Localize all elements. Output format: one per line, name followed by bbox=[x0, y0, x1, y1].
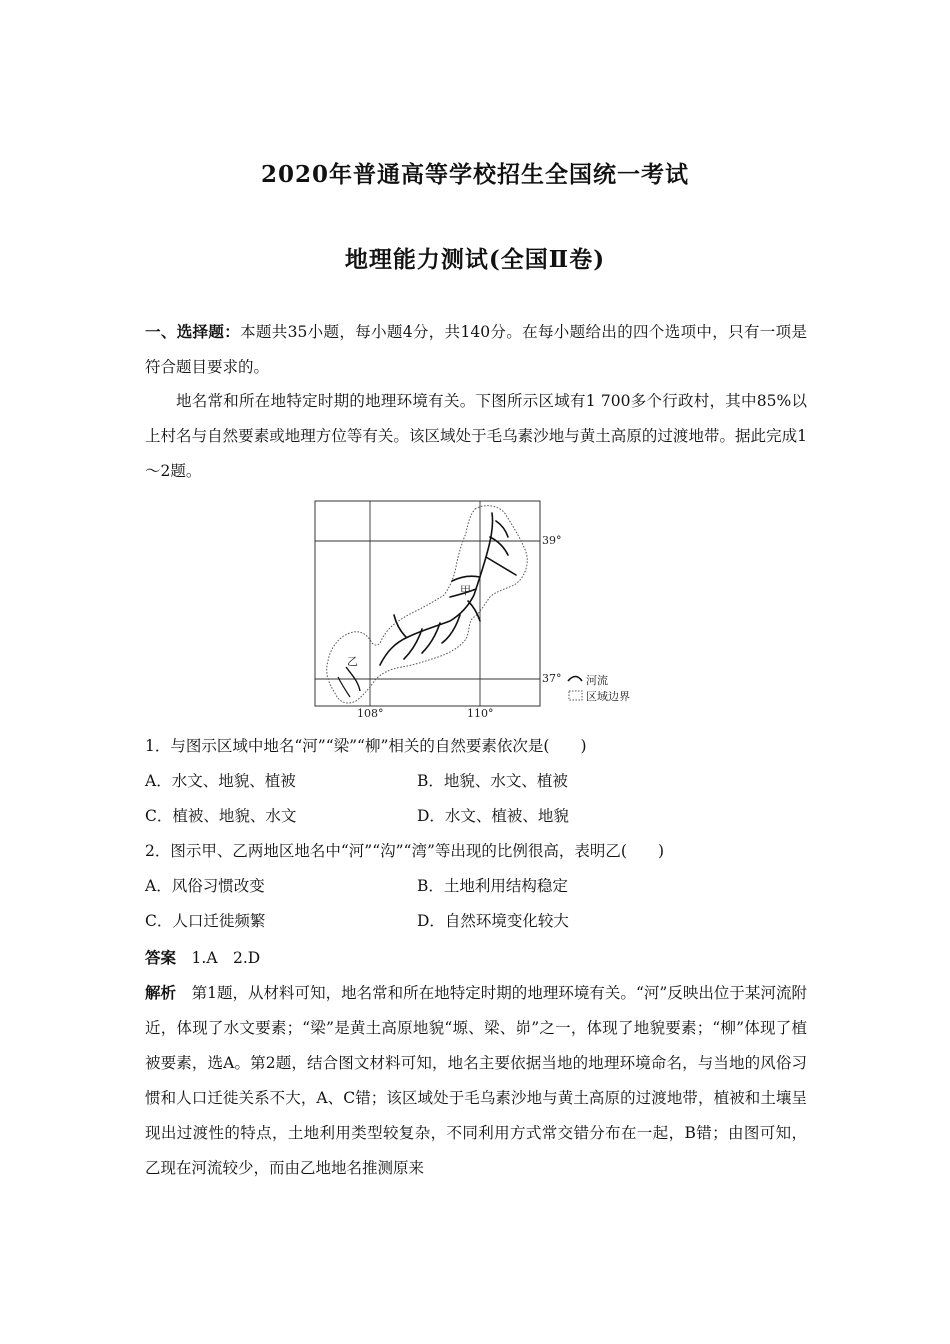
region-map bbox=[310, 497, 650, 723]
section-instruction bbox=[145, 314, 807, 385]
answer-label: 答案 bbox=[145, 948, 177, 967]
section-label: 一、选择题： bbox=[145, 322, 241, 341]
q1-option-b: B．地貌、水文、植被 bbox=[417, 772, 568, 790]
intro-paragraph: 地名常和所在地特定时期的地理环境有关。下图所示区域有1 700多个行政村，其中85%以上村名与自然要素或地理方位等有关。该区域处于毛乌素沙地与黄土高原的过渡地带。据此完成1～2题。 bbox=[145, 392, 807, 480]
legend-boundary-label: 区域边界 bbox=[586, 690, 630, 703]
q2-option-b: B．土地利用结构稳定 bbox=[417, 877, 568, 895]
q2-option-a: A．风俗习惯改变 bbox=[145, 877, 265, 895]
q1-option-a: A．水文、地貌、植被 bbox=[145, 772, 296, 790]
analysis-label: 解析 bbox=[145, 983, 177, 1002]
label-lon-108: 108° bbox=[357, 707, 384, 720]
river-west-2 bbox=[338, 677, 350, 697]
exam-title: 2020年普通高等学校招生全国统一考试 bbox=[260, 161, 689, 188]
label-lon-110: 110° bbox=[467, 707, 494, 720]
analysis-text: 第1题，从材料可知，地名常和所在地特定时期的地理环境有关。“河”反映出位于某河流附近，体现了水文要素；“梁”是黄土高原地貌“塬、梁、峁”之一，体现了地貌要素；“柳”体现了植被要素，选A。第2题，结合图文材料可知，地名主要依据当地的地理环境命名，与当地的风俗习惯和人口迁徙关系不大，A、C错；该区域处于毛乌素沙地与黄土高原的过渡地带，植被和土壤呈现出过渡性的特点，土地利用类型较复杂，不同利用方式常交错分布在一起，B错；由图可知，乙现在河流较少，而由乙地地名推测原来 bbox=[145, 984, 807, 1177]
region-boundary bbox=[327, 506, 528, 703]
label-lat-39: 39° bbox=[542, 534, 562, 547]
legend-boundary-icon bbox=[569, 691, 582, 700]
section-text: 本题共35小题，每小题4分，共140分。在每小题给出的四个选项中，只有一项是符合题目要求的。 bbox=[145, 323, 807, 376]
q2-option-c: C．人口迁徙频繁 bbox=[145, 912, 266, 930]
q1-option-d: D．水文、植被、地貌 bbox=[417, 807, 569, 825]
label-lat-37: 37° bbox=[542, 672, 562, 685]
exam-subtitle: 地理能力测试(全国Ⅱ卷) bbox=[344, 246, 606, 273]
q1-stem: 1．与图示区域中地名“河”“梁”“柳”相关的自然要素依次是( ) bbox=[145, 737, 587, 755]
label-jia: 甲 bbox=[460, 584, 471, 597]
answer-text: 1.A 2.D bbox=[191, 949, 261, 967]
legend-river-label: 河流 bbox=[586, 674, 608, 687]
analysis-paragraph bbox=[145, 975, 807, 1186]
q2-stem: 2．图示甲、乙两地区地名中“河”“沟”“湾”等出现的比例很高，表明乙( ) bbox=[145, 842, 665, 860]
q1-option-c: C．植被、地貌、水文 bbox=[145, 807, 297, 825]
q2-option-d: D．自然环境变化较大 bbox=[417, 912, 569, 930]
legend-river-icon bbox=[568, 677, 582, 682]
answer-line bbox=[145, 940, 260, 976]
label-yi: 乙 bbox=[347, 655, 358, 668]
